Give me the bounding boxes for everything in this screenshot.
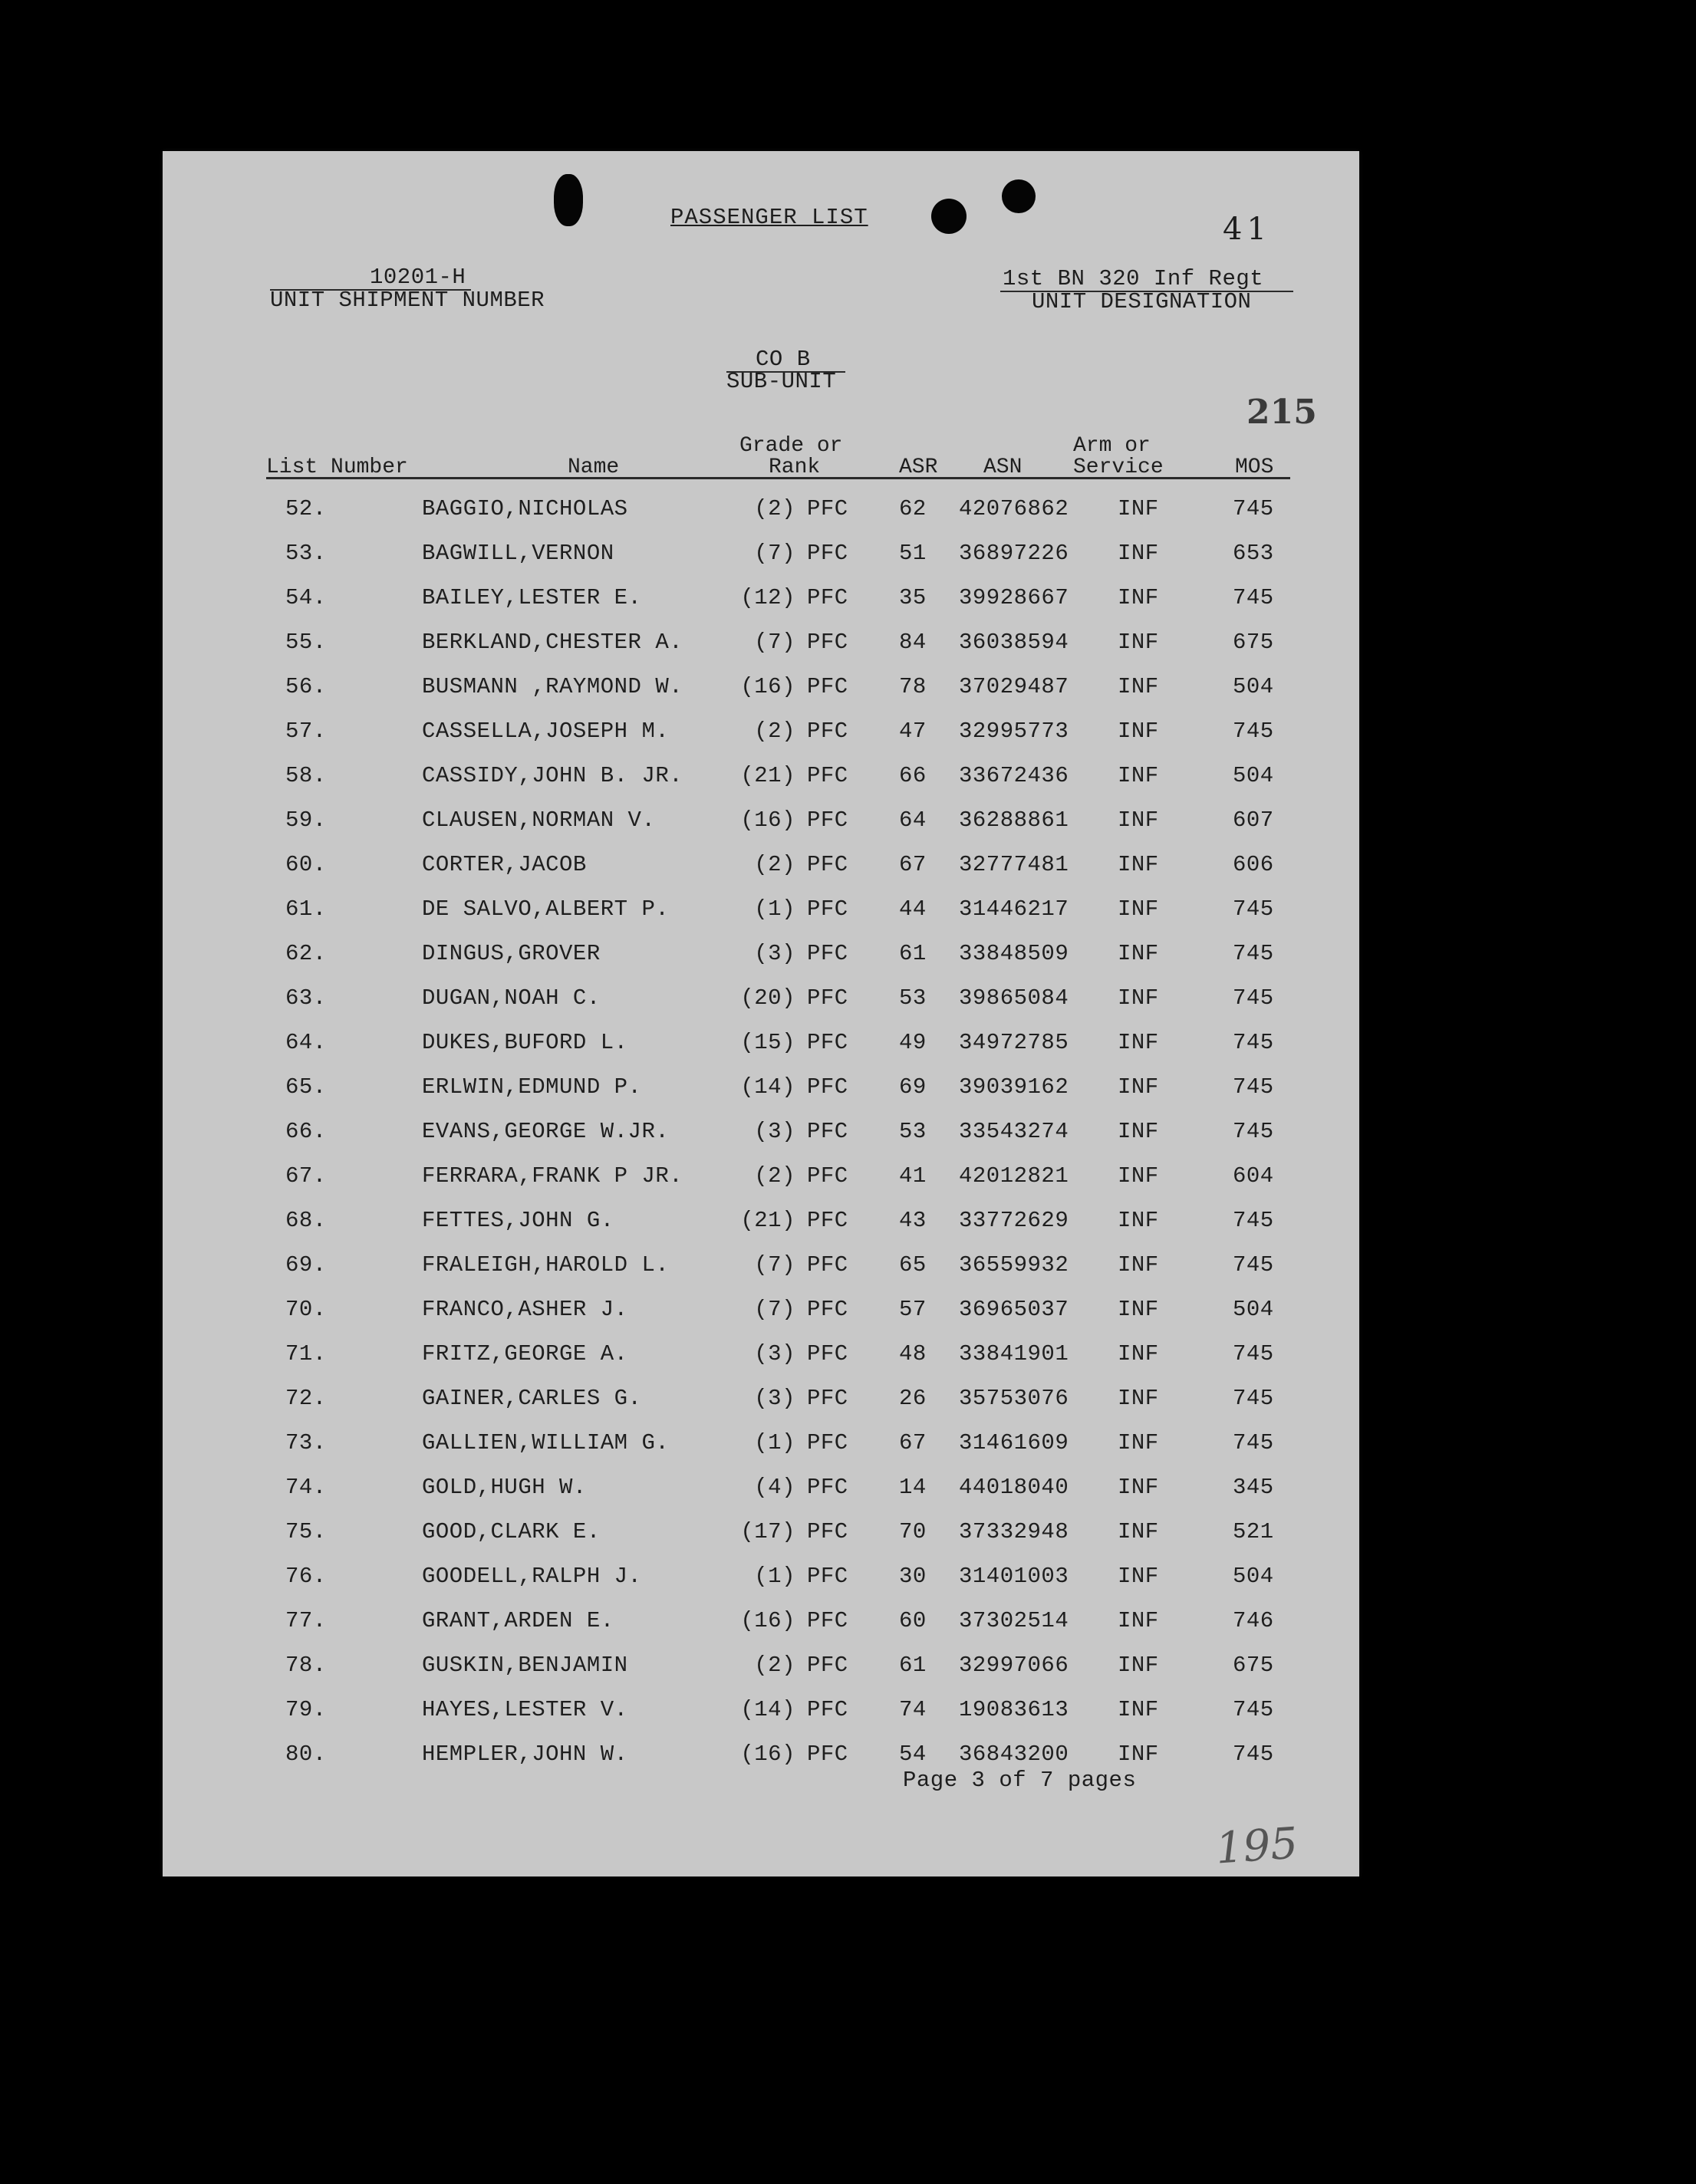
cell-asn: 19083613 [959, 1697, 1069, 1722]
cell-name: FETTES,JOHN G. [422, 1208, 614, 1233]
cell-asn: 33772629 [959, 1208, 1069, 1233]
cell-name: FRALEIGH,HAROLD L. [422, 1252, 670, 1278]
cell-asn: 33848509 [959, 941, 1069, 966]
cell-num: 73. [285, 1430, 327, 1455]
cell-rank: PFC [807, 1386, 848, 1411]
cell-num: 53. [285, 541, 327, 566]
cell-rank: PFC [807, 941, 848, 966]
cell-mos: 745 [1233, 1697, 1274, 1722]
cell-asr: 65 [899, 1252, 927, 1278]
cell-asr: 41 [899, 1163, 927, 1189]
cell-asr: 35 [899, 585, 927, 610]
cell-name: GRANT,ARDEN E. [422, 1608, 614, 1633]
cell-grade: (4) [754, 1475, 795, 1500]
cell-name: DUGAN,NOAH C. [422, 985, 601, 1011]
table-row [163, 711, 1359, 755]
cell-grade: (1) [754, 896, 795, 922]
table-row [163, 533, 1359, 577]
cell-asr: 43 [899, 1208, 927, 1233]
unit-designation-label: UNIT DESIGNATION [1032, 289, 1252, 314]
stamp-number: 215 [1246, 393, 1317, 432]
cell-grade: (20) [740, 985, 795, 1011]
cell-name: GUSKIN,BENJAMIN [422, 1653, 628, 1678]
cell-asr: 51 [899, 541, 927, 566]
cell-arm: INF [1118, 1208, 1159, 1233]
cell-grade: (15) [740, 1030, 795, 1055]
page-number-top: 41 [1223, 212, 1271, 247]
table-row [163, 1556, 1359, 1600]
sub-unit: CO B [756, 347, 811, 372]
cell-asn: 33672436 [959, 763, 1069, 788]
table-row [163, 755, 1359, 800]
cell-asr: 74 [899, 1697, 927, 1722]
header-name: Name [568, 456, 620, 479]
header-arm-line1: Arm or [1073, 434, 1151, 458]
cell-asn: 42076862 [959, 496, 1069, 521]
cell-rank: PFC [807, 630, 848, 655]
cell-grade: (16) [740, 807, 795, 833]
cell-name: FRANCO,ASHER J. [422, 1297, 628, 1322]
header-arm-line2: Service [1073, 456, 1164, 479]
cell-name: GOODELL,RALPH J. [422, 1564, 642, 1589]
cell-num: 77. [285, 1608, 327, 1633]
cell-name: EVANS,GEORGE W.JR. [422, 1119, 670, 1144]
table-row [163, 577, 1359, 622]
cell-rank: PFC [807, 985, 848, 1011]
cell-num: 59. [285, 807, 327, 833]
cell-name: BUSMANN ,RAYMOND W. [422, 674, 683, 699]
cell-asn: 44018040 [959, 1475, 1069, 1500]
cell-name: BAGWILL,VERNON [422, 541, 614, 566]
cell-arm: INF [1118, 852, 1159, 877]
cell-rank: PFC [807, 1163, 848, 1189]
cell-name: GOOD,CLARK E. [422, 1519, 601, 1544]
cell-mos: 745 [1233, 1119, 1274, 1144]
cell-num: 54. [285, 585, 327, 610]
table-row [163, 666, 1359, 711]
cell-num: 57. [285, 719, 327, 744]
handwritten-number: 195 [1214, 1818, 1300, 1874]
cell-arm: INF [1118, 896, 1159, 922]
cell-rank: PFC [807, 1697, 848, 1722]
table-row [163, 1156, 1359, 1200]
cell-mos: 504 [1233, 674, 1274, 699]
cell-grade: (2) [754, 719, 795, 744]
cell-asn: 36965037 [959, 1297, 1069, 1322]
cell-asr: 66 [899, 763, 927, 788]
cell-mos: 745 [1233, 896, 1274, 922]
cell-asr: 44 [899, 896, 927, 922]
cell-asr: 53 [899, 1119, 927, 1144]
cell-asr: 64 [899, 807, 927, 833]
cell-num: 58. [285, 763, 327, 788]
cell-name: CASSELLA,JOSEPH M. [422, 719, 670, 744]
cell-arm: INF [1118, 1742, 1159, 1767]
unit-shipment-number: 10201-H [370, 265, 466, 290]
cell-name: GALLIEN,WILLIAM G. [422, 1430, 670, 1455]
cell-mos: 504 [1233, 1297, 1274, 1322]
cell-arm: INF [1118, 1297, 1159, 1322]
cell-mos: 675 [1233, 630, 1274, 655]
cell-asr: 69 [899, 1074, 927, 1100]
cell-grade: (16) [740, 674, 795, 699]
table-row [163, 1689, 1359, 1734]
cell-grade: (7) [754, 630, 795, 655]
cell-name: ERLWIN,EDMUND P. [422, 1074, 642, 1100]
cell-arm: INF [1118, 1119, 1159, 1144]
cell-mos: 745 [1233, 585, 1274, 610]
cell-arm: INF [1118, 1030, 1159, 1055]
cell-name: DUKES,BUFORD L. [422, 1030, 628, 1055]
cell-asn: 36559932 [959, 1252, 1069, 1278]
table-row [163, 1067, 1359, 1111]
cell-arm: INF [1118, 1341, 1159, 1367]
cell-asr: 70 [899, 1519, 927, 1544]
cell-asn: 31401003 [959, 1564, 1069, 1589]
cell-mos: 746 [1233, 1608, 1274, 1633]
table-row [163, 1511, 1359, 1556]
cell-arm: INF [1118, 585, 1159, 610]
cell-mos: 745 [1233, 1030, 1274, 1055]
table-row [163, 844, 1359, 889]
cell-asr: 14 [899, 1475, 927, 1500]
cell-name: CLAUSEN,NORMAN V. [422, 807, 656, 833]
document-page [163, 151, 1359, 1876]
cell-grade: (7) [754, 541, 795, 566]
cell-grade: (3) [754, 1119, 795, 1144]
cell-asr: 67 [899, 1430, 927, 1455]
cell-grade: (2) [754, 496, 795, 521]
cell-name: HAYES,LESTER V. [422, 1697, 628, 1722]
cell-rank: PFC [807, 1653, 848, 1678]
cell-arm: INF [1118, 1653, 1159, 1678]
cell-asn: 42012821 [959, 1163, 1069, 1189]
cell-arm: INF [1118, 985, 1159, 1011]
cell-arm: INF [1118, 763, 1159, 788]
cell-name: BAGGIO,NICHOLAS [422, 496, 628, 521]
cell-asn: 35753076 [959, 1386, 1069, 1411]
cell-num: 75. [285, 1519, 327, 1544]
cell-num: 55. [285, 630, 327, 655]
cell-num: 52. [285, 496, 327, 521]
cell-asn: 37332948 [959, 1519, 1069, 1544]
cell-asr: 48 [899, 1341, 927, 1367]
table-row [163, 488, 1359, 533]
cell-asr: 54 [899, 1742, 927, 1767]
cell-rank: PFC [807, 1564, 848, 1589]
cell-asr: 53 [899, 985, 927, 1011]
header-grade-line2: Rank [769, 456, 821, 479]
header-asn: ASN [983, 456, 1023, 479]
cell-mos: 745 [1233, 1208, 1274, 1233]
cell-asr: 30 [899, 1564, 927, 1589]
cell-asn: 31461609 [959, 1430, 1069, 1455]
cell-rank: PFC [807, 719, 848, 744]
cell-mos: 604 [1233, 1163, 1274, 1189]
cell-grade: (17) [740, 1519, 795, 1544]
cell-grade: (3) [754, 1341, 795, 1367]
cell-name: CORTER,JACOB [422, 852, 587, 877]
cell-name: FERRARA,FRANK P JR. [422, 1163, 683, 1189]
cell-asn: 36843200 [959, 1742, 1069, 1767]
table-row [163, 1334, 1359, 1378]
cell-arm: INF [1118, 541, 1159, 566]
unit-shipment-label: UNIT SHIPMENT NUMBER [270, 288, 545, 313]
cell-arm: INF [1118, 1564, 1159, 1589]
cell-rank: PFC [807, 1608, 848, 1633]
table-row [163, 1200, 1359, 1245]
cell-rank: PFC [807, 896, 848, 922]
cell-asr: 84 [899, 630, 927, 655]
cell-grade: (16) [740, 1608, 795, 1633]
table-row [163, 622, 1359, 666]
cell-name: DE SALVO,ALBERT P. [422, 896, 670, 922]
cell-grade: (2) [754, 1653, 795, 1678]
cell-asn: 39928667 [959, 585, 1069, 610]
cell-name: CASSIDY,JOHN B. JR. [422, 763, 683, 788]
cell-grade: (14) [740, 1697, 795, 1722]
cell-asn: 34972785 [959, 1030, 1069, 1055]
cell-mos: 606 [1233, 852, 1274, 877]
cell-asn: 32995773 [959, 719, 1069, 744]
cell-num: 79. [285, 1697, 327, 1722]
cell-arm: INF [1118, 807, 1159, 833]
cell-mos: 745 [1233, 1742, 1274, 1767]
table-row [163, 800, 1359, 844]
cell-num: 70. [285, 1297, 327, 1322]
cell-asn: 33543274 [959, 1119, 1069, 1144]
cell-arm: INF [1118, 941, 1159, 966]
cell-grade: (21) [740, 1208, 795, 1233]
header-list-number: List Number [266, 456, 408, 479]
table-row [163, 1467, 1359, 1511]
cell-mos: 675 [1233, 1653, 1274, 1678]
cell-asn: 37029487 [959, 674, 1069, 699]
table-row [163, 889, 1359, 933]
cell-rank: PFC [807, 1252, 848, 1278]
cell-grade: (16) [740, 1742, 795, 1767]
cell-rank: PFC [807, 852, 848, 877]
page-footer: Page 3 of 7 pages [903, 1768, 1137, 1793]
cell-asr: 78 [899, 674, 927, 699]
cell-name: FRITZ,GEORGE A. [422, 1341, 628, 1367]
cell-rank: PFC [807, 1119, 848, 1144]
cell-rank: PFC [807, 541, 848, 566]
table-row [163, 1111, 1359, 1156]
cell-mos: 745 [1233, 1341, 1274, 1367]
cell-asn: 37302514 [959, 1608, 1069, 1633]
cell-rank: PFC [807, 496, 848, 521]
cell-grade: (14) [740, 1074, 795, 1100]
cell-num: 56. [285, 674, 327, 699]
cell-grade: (1) [754, 1564, 795, 1589]
cell-name: BERKLAND,CHESTER A. [422, 630, 683, 655]
cell-asn: 36897226 [959, 541, 1069, 566]
header-mos: MOS [1235, 456, 1274, 479]
cell-num: 68. [285, 1208, 327, 1233]
cell-grade: (1) [754, 1430, 795, 1455]
cell-asn: 33841901 [959, 1341, 1069, 1367]
cell-asr: 49 [899, 1030, 927, 1055]
cell-mos: 745 [1233, 1386, 1274, 1411]
cell-num: 78. [285, 1653, 327, 1678]
punch-hole-center [931, 199, 967, 234]
cell-arm: INF [1118, 1163, 1159, 1189]
cell-grade: (7) [754, 1252, 795, 1278]
cell-num: 64. [285, 1030, 327, 1055]
cell-arm: INF [1118, 1608, 1159, 1633]
cell-arm: INF [1118, 1519, 1159, 1544]
cell-grade: (7) [754, 1297, 795, 1322]
cell-mos: 653 [1233, 541, 1274, 566]
cell-mos: 504 [1233, 1564, 1274, 1589]
cell-arm: INF [1118, 1430, 1159, 1455]
cell-rank: PFC [807, 1208, 848, 1233]
cell-rank: PFC [807, 1475, 848, 1500]
cell-num: 67. [285, 1163, 327, 1189]
table-row [163, 1645, 1359, 1689]
cell-rank: PFC [807, 585, 848, 610]
cell-asr: 62 [899, 496, 927, 521]
cell-mos: 521 [1233, 1519, 1274, 1544]
cell-num: 66. [285, 1119, 327, 1144]
table-row [163, 1734, 1359, 1778]
cell-grade: (21) [740, 763, 795, 788]
cell-rank: PFC [807, 1742, 848, 1767]
punch-hole-left [554, 174, 583, 226]
cell-arm: INF [1118, 630, 1159, 655]
header-rule [266, 477, 1290, 479]
cell-rank: PFC [807, 807, 848, 833]
cell-mos: 504 [1233, 763, 1274, 788]
cell-rank: PFC [807, 1430, 848, 1455]
cell-arm: INF [1118, 719, 1159, 744]
cell-mos: 745 [1233, 1430, 1274, 1455]
cell-arm: INF [1118, 1386, 1159, 1411]
cell-rank: PFC [807, 1030, 848, 1055]
cell-asn: 36038594 [959, 630, 1069, 655]
cell-num: 62. [285, 941, 327, 966]
cell-asn: 39039162 [959, 1074, 1069, 1100]
cell-num: 76. [285, 1564, 327, 1589]
header-asr: ASR [899, 456, 938, 479]
cell-mos: 345 [1233, 1475, 1274, 1500]
header-grade-line1: Grade or [739, 434, 843, 458]
cell-arm: INF [1118, 674, 1159, 699]
cell-num: 74. [285, 1475, 327, 1500]
cell-asn: 32777481 [959, 852, 1069, 877]
cell-asn: 39865084 [959, 985, 1069, 1011]
cell-asr: 47 [899, 719, 927, 744]
cell-asn: 31446217 [959, 896, 1069, 922]
punch-hole-right [1002, 179, 1036, 213]
cell-arm: INF [1118, 1252, 1159, 1278]
table-row [163, 1245, 1359, 1289]
cell-num: 72. [285, 1386, 327, 1411]
cell-num: 69. [285, 1252, 327, 1278]
cell-rank: PFC [807, 763, 848, 788]
cell-mos: 745 [1233, 496, 1274, 521]
cell-grade: (2) [754, 852, 795, 877]
cell-num: 80. [285, 1742, 327, 1767]
table-row [163, 933, 1359, 978]
cell-rank: PFC [807, 1341, 848, 1367]
table-row [163, 1289, 1359, 1334]
sub-unit-label: SUB-UNIT [726, 369, 837, 394]
cell-mos: 745 [1233, 1252, 1274, 1278]
cell-name: DINGUS,GROVER [422, 941, 601, 966]
cell-name: BAILEY,LESTER E. [422, 585, 642, 610]
cell-asr: 26 [899, 1386, 927, 1411]
cell-arm: INF [1118, 1475, 1159, 1500]
cell-asr: 61 [899, 1653, 927, 1678]
cell-mos: 745 [1233, 985, 1274, 1011]
cell-num: 61. [285, 896, 327, 922]
cell-mos: 607 [1233, 807, 1274, 833]
cell-rank: PFC [807, 1297, 848, 1322]
cell-grade: (12) [740, 585, 795, 610]
cell-name: GAINER,CARLES G. [422, 1386, 642, 1411]
cell-name: GOLD,HUGH W. [422, 1475, 587, 1500]
cell-asn: 36288861 [959, 807, 1069, 833]
cell-mos: 745 [1233, 941, 1274, 966]
cell-rank: PFC [807, 1074, 848, 1100]
cell-num: 71. [285, 1341, 327, 1367]
table-row [163, 1600, 1359, 1645]
cell-grade: (3) [754, 1386, 795, 1411]
cell-arm: INF [1118, 496, 1159, 521]
cell-num: 63. [285, 985, 327, 1011]
cell-rank: PFC [807, 1519, 848, 1544]
table-row [163, 1378, 1359, 1423]
cell-asr: 57 [899, 1297, 927, 1322]
table-row [163, 1423, 1359, 1467]
cell-arm: INF [1118, 1074, 1159, 1100]
cell-grade: (3) [754, 941, 795, 966]
passenger-list [163, 488, 1359, 1792]
cell-name: HEMPLER,JOHN W. [422, 1742, 628, 1767]
table-row [163, 978, 1359, 1022]
cell-asr: 61 [899, 941, 927, 966]
cell-num: 60. [285, 852, 327, 877]
table-row [163, 1022, 1359, 1067]
document-title: PASSENGER LIST [670, 205, 868, 230]
cell-mos: 745 [1233, 1074, 1274, 1100]
cell-asr: 60 [899, 1608, 927, 1633]
cell-asn: 32997066 [959, 1653, 1069, 1678]
cell-num: 65. [285, 1074, 327, 1100]
cell-rank: PFC [807, 674, 848, 699]
cell-mos: 745 [1233, 719, 1274, 744]
cell-asr: 67 [899, 852, 927, 877]
cell-grade: (2) [754, 1163, 795, 1189]
cell-arm: INF [1118, 1697, 1159, 1722]
unit-designation: 1st BN 320 Inf Regt [1003, 266, 1264, 291]
